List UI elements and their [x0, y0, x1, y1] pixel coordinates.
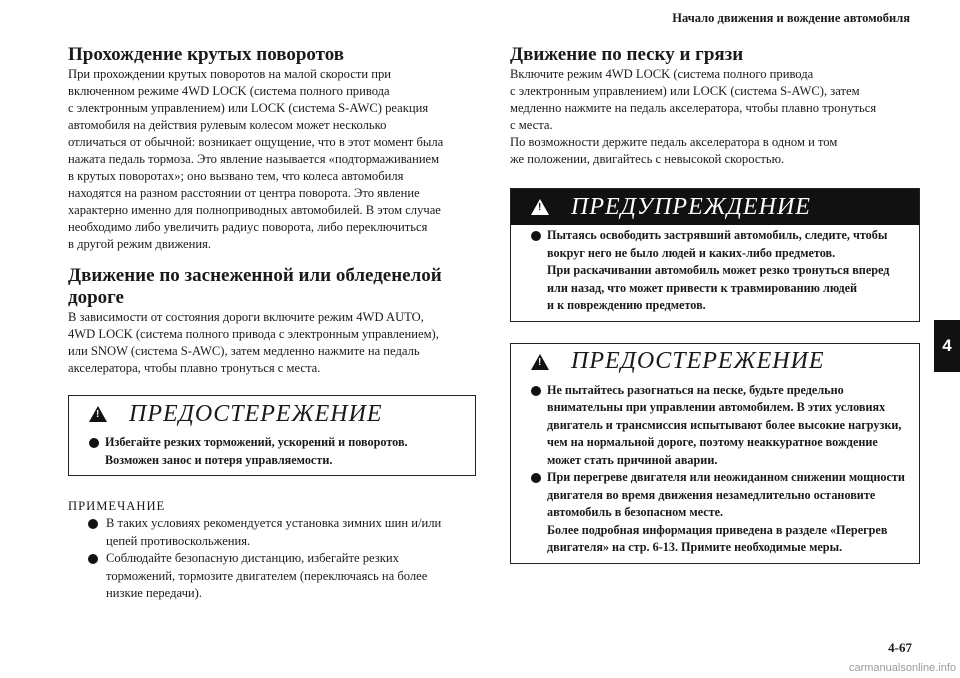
left-column [68, 44, 476, 603]
warning-box-title: ПРЕДУПРЕЖДЕНИЕ [571, 193, 811, 220]
caution-box-left [68, 395, 476, 476]
note-item-text: Соблюдайте безопасную дистанцию, избегайте резких торможений, тормозите двигателем (переключаясь на более низкие передачи). [106, 551, 428, 600]
section-body-sand-mud: Включите режим 4WD LOCK (система полного привода с электронным управлением) или LOCK (система S-AWC), затем медленно нажмите на педаль акселератора, чтобы плавно тронуться с места. По возможности держите педаль акселератора в одном и том же положении, двигайтесь с невысокой скоростью. [510, 67, 877, 166]
bullet-icon [88, 554, 98, 564]
note-item-text: В таких условиях рекомендуется установка зимних шин и/или цепей противоскольжения. [106, 516, 442, 548]
section-body-snow-ice: В зависимости от состояния дороги включите режим 4WD AUTO, 4WD LOCK (система полного привода с электронным управлением), или SNOW (система S-AWC), затем медленно нажмите на педаль акселератора, чтобы плавно тронуться с места. [68, 310, 439, 375]
warning-box-body [511, 225, 919, 321]
section-title-snow-ice: Движение по заснеженной или обледенелой дороге [68, 265, 442, 308]
section-title-sand-mud: Движение по песку и грязи [510, 44, 744, 65]
caution-item-text: Избегайте резких торможений, ускорений и поворотов. Возможен занос и потеря управляемости. [105, 435, 408, 467]
caution-box-body [511, 380, 919, 563]
caution-box-body [69, 432, 475, 475]
warning-item [531, 227, 911, 315]
warning-item-text: Пытаясь освободить застрявший автомобиль, следите, чтобы вокруг него не было людей и каких-либо предметов. При раскачивании автомобиль может резко тронуться вперед или назад, что может привести к травмированию людей и к повреждению предметов. [547, 228, 890, 312]
section-body-sharp-turns: При прохождении крутых поворотов на малой скорости при включенном режиме 4WD LOCK (система полного привода с электронным управлением) или LOCK (система S-AWC) реакция автомобиля на действия рулевым колесом может несколько отличаться от обычной: возникает ощущение, что в этот момент была нажата педаль тормоза. Это явление называется «подтормаживанием в крутых поворотах»; оно вызвано тем, что колеса автомобиля находятся на разном расстоянии от центра поворота. Это явление характерно именно для полноприводных автомобилей. В этом случае необходимо либо увеличить радиус поворота, либо переключиться в другой режим движения. [68, 67, 444, 251]
caution-box-header [511, 344, 919, 380]
watermark: carmanualsonline.info [848, 662, 956, 674]
running-header: Начало движения и вождение автомобиля [672, 11, 910, 25]
caution-box-title: ПРЕДОСТЕРЕЖЕНИЕ [571, 348, 825, 374]
chapter-tab: 4 [934, 320, 960, 372]
bullet-icon [531, 473, 541, 483]
note-item [68, 550, 476, 603]
right-column [510, 44, 920, 564]
note-item [68, 515, 476, 550]
warning-triangle-icon: ! [531, 199, 549, 215]
caution-item-text: Не пытайтесь разогнаться на песке, будьте предельно внимательны при управлении автомобилем. В этих условиях двигатель и трансмиссия испытывают более высокие нагрузки, чем на нормальной дороге, поэтому неаккуратное вождение может стать причиной аварии. [547, 382, 902, 467]
warning-triangle-icon: ! [531, 354, 549, 370]
caution-item [531, 469, 911, 557]
bullet-icon [531, 231, 541, 241]
caution-box-right [510, 343, 920, 564]
bullet-icon [88, 519, 98, 529]
warning-box [510, 188, 920, 322]
bullet-icon [531, 386, 541, 396]
warning-box-header [511, 189, 919, 225]
page-number: 4-67 [888, 640, 912, 655]
caution-box-header [69, 396, 475, 432]
section-title-sharp-turns: Прохождение крутых поворотов [68, 44, 345, 65]
caution-box-title: ПРЕДОСТЕРЕЖЕНИЕ [129, 400, 383, 427]
caution-item [531, 382, 911, 470]
bullet-icon [89, 438, 99, 448]
caution-item [89, 434, 467, 469]
warning-triangle-icon: ! [89, 406, 107, 422]
caution-item-text: При перегреве двигателя или неожиданном снижении мощности двигателя во время движения незамедлительно остановите автомобиль в безопасном месте. Более подробная информация приведена в разделе «Перегрев двигателя» на стр. 6-13. Примите необходимые меры. [547, 470, 905, 554]
note-label: ПРИМЕЧАНИЕ [68, 499, 166, 513]
